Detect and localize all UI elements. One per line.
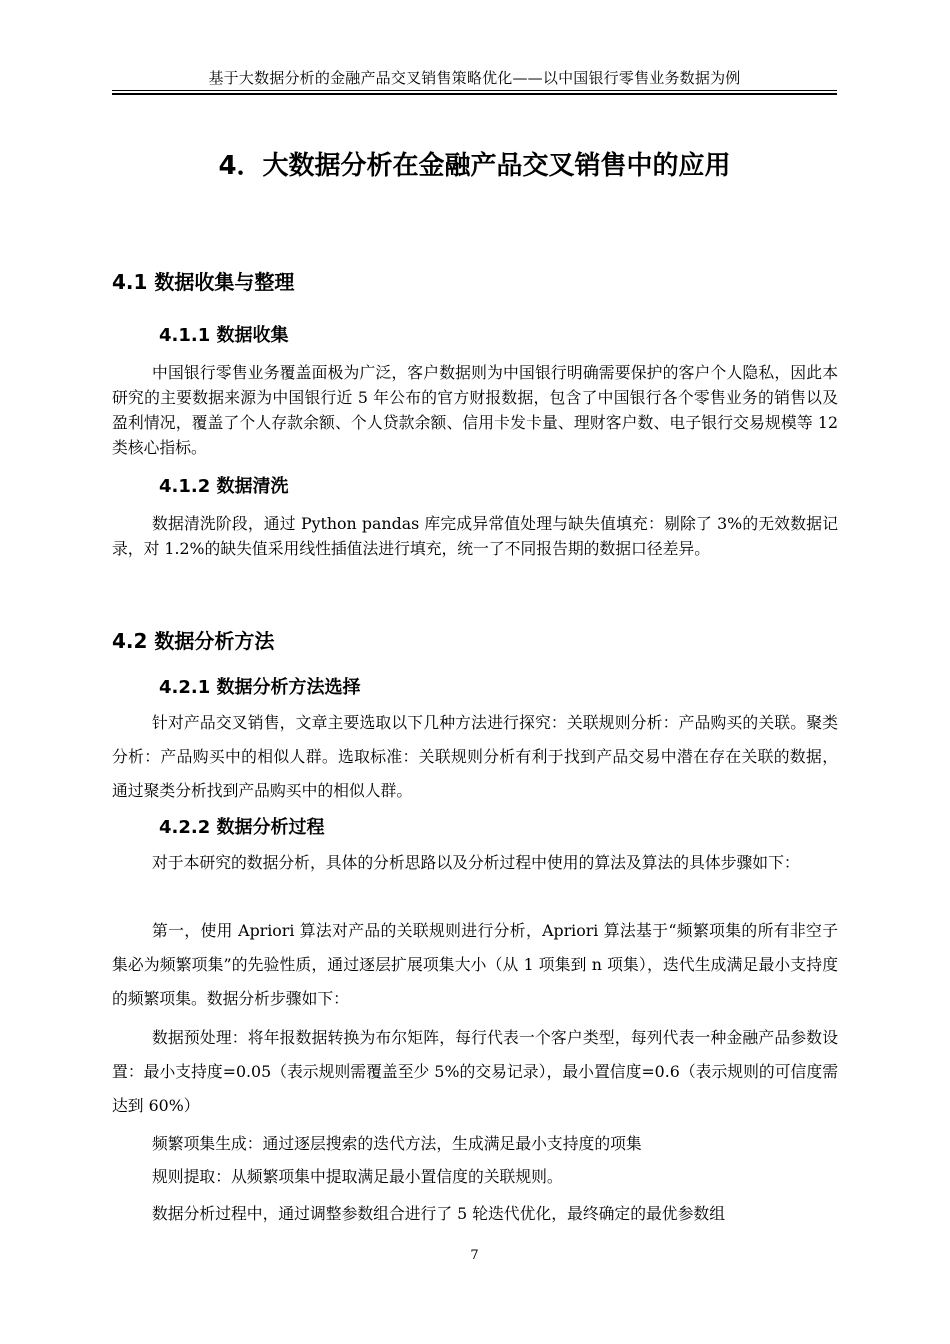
paragraph-4-2-2-apriori: 第一，使用 Apriori 算法对产品的关联规则进行分析，Apriori 算法基于“频繁项集的所有非空子集必为频繁项集”的先验性质，通过逐层扩展项集大小（从 1 项集到 n 项集），迭代生成满足最小支持度的频繁项集。数据分析步骤如下： <box>112 921 838 1008</box>
paragraph-4-2-1: 针对产品交叉销售，文章主要选取以下几种方法进行探究：关联规则分析：产品购买的关联。聚类分析：产品购买中的相似人群。选取标准：关联规则分析有利于找到产品交易中潜在存在关联的数据，通过聚类分析找到产品购买中的相似人群。 <box>112 713 838 800</box>
subsection-heading-4-1-1: 4.1.1 数据收集 <box>159 325 289 346</box>
paragraph-4-1-1: 中国银行零售业务覆盖面极为广泛，客户数据则为中国银行明确需要保护的客户个人隐私，因此本研究的主要数据来源为中国银行近 5 年公布的官方财报数据，包含了中国银行各个零售业务的销售以及盈利情况，覆盖了个人存款余额、个人贷款余额、信用卡发卡量、理财客户数、电子银行交易规模等 12 类核心指标。 <box>112 363 838 457</box>
paragraph-4-2-2-itemset: 频繁项集生成：通过逐层搜索的迭代方法，生成满足最小支持度的项集 <box>152 1134 642 1153</box>
page-number: 7 <box>470 1248 479 1263</box>
section-heading-4-1: 4.1 数据收集与整理 <box>112 270 295 294</box>
header-rule-thin <box>112 90 837 91</box>
subsection-heading-4-2-1: 4.2.1 数据分析方法选择 <box>159 677 361 698</box>
paragraph-4-2-2-iteration: 数据分析过程中，通过调整参数组合进行了 5 轮迭代优化，最终确定的最优参数组 <box>152 1204 725 1223</box>
subsection-heading-4-2-2: 4.2.2 数据分析过程 <box>159 817 325 838</box>
subsection-heading-4-1-2: 4.1.2 数据清洗 <box>159 476 289 497</box>
paragraph-4-2-2-preprocessing: 数据预处理：将年报数据转换为布尔矩阵，每行代表一个客户类型，每列代表一种金融产品参数设置：最小支持度=0.05（表示规则需覆盖至少 5%的交易记录），最小置信度=0.6（表示规则的可信度需达到 60%） <box>112 1028 838 1115</box>
chapter-title: 4．大数据分析在金融产品交叉销售中的应用 <box>218 151 731 181</box>
paragraph-4-1-2: 数据清洗阶段，通过 Python pandas 库完成异常值处理与缺失值填充：剔除了 3%的无效数据记录，对 1.2%的缺失值采用线性插值法进行填充，统一了不同报告期的数据口径差异。 <box>112 514 838 558</box>
header-rule-thick <box>112 93 837 95</box>
section-heading-4-2: 4.2 数据分析方法 <box>112 629 275 653</box>
paragraph-4-2-2-intro: 对于本研究的数据分析，具体的分析思路以及分析过程中使用的算法及算法的具体步骤如下： <box>152 853 800 872</box>
running-header: 基于大数据分析的金融产品交叉销售策略优化——以中国银行零售业务数据为例 <box>208 69 741 87</box>
paragraph-4-2-2-rules: 规则提取：从频繁项集中提取满足最小置信度的关联规则。 <box>152 1167 563 1186</box>
